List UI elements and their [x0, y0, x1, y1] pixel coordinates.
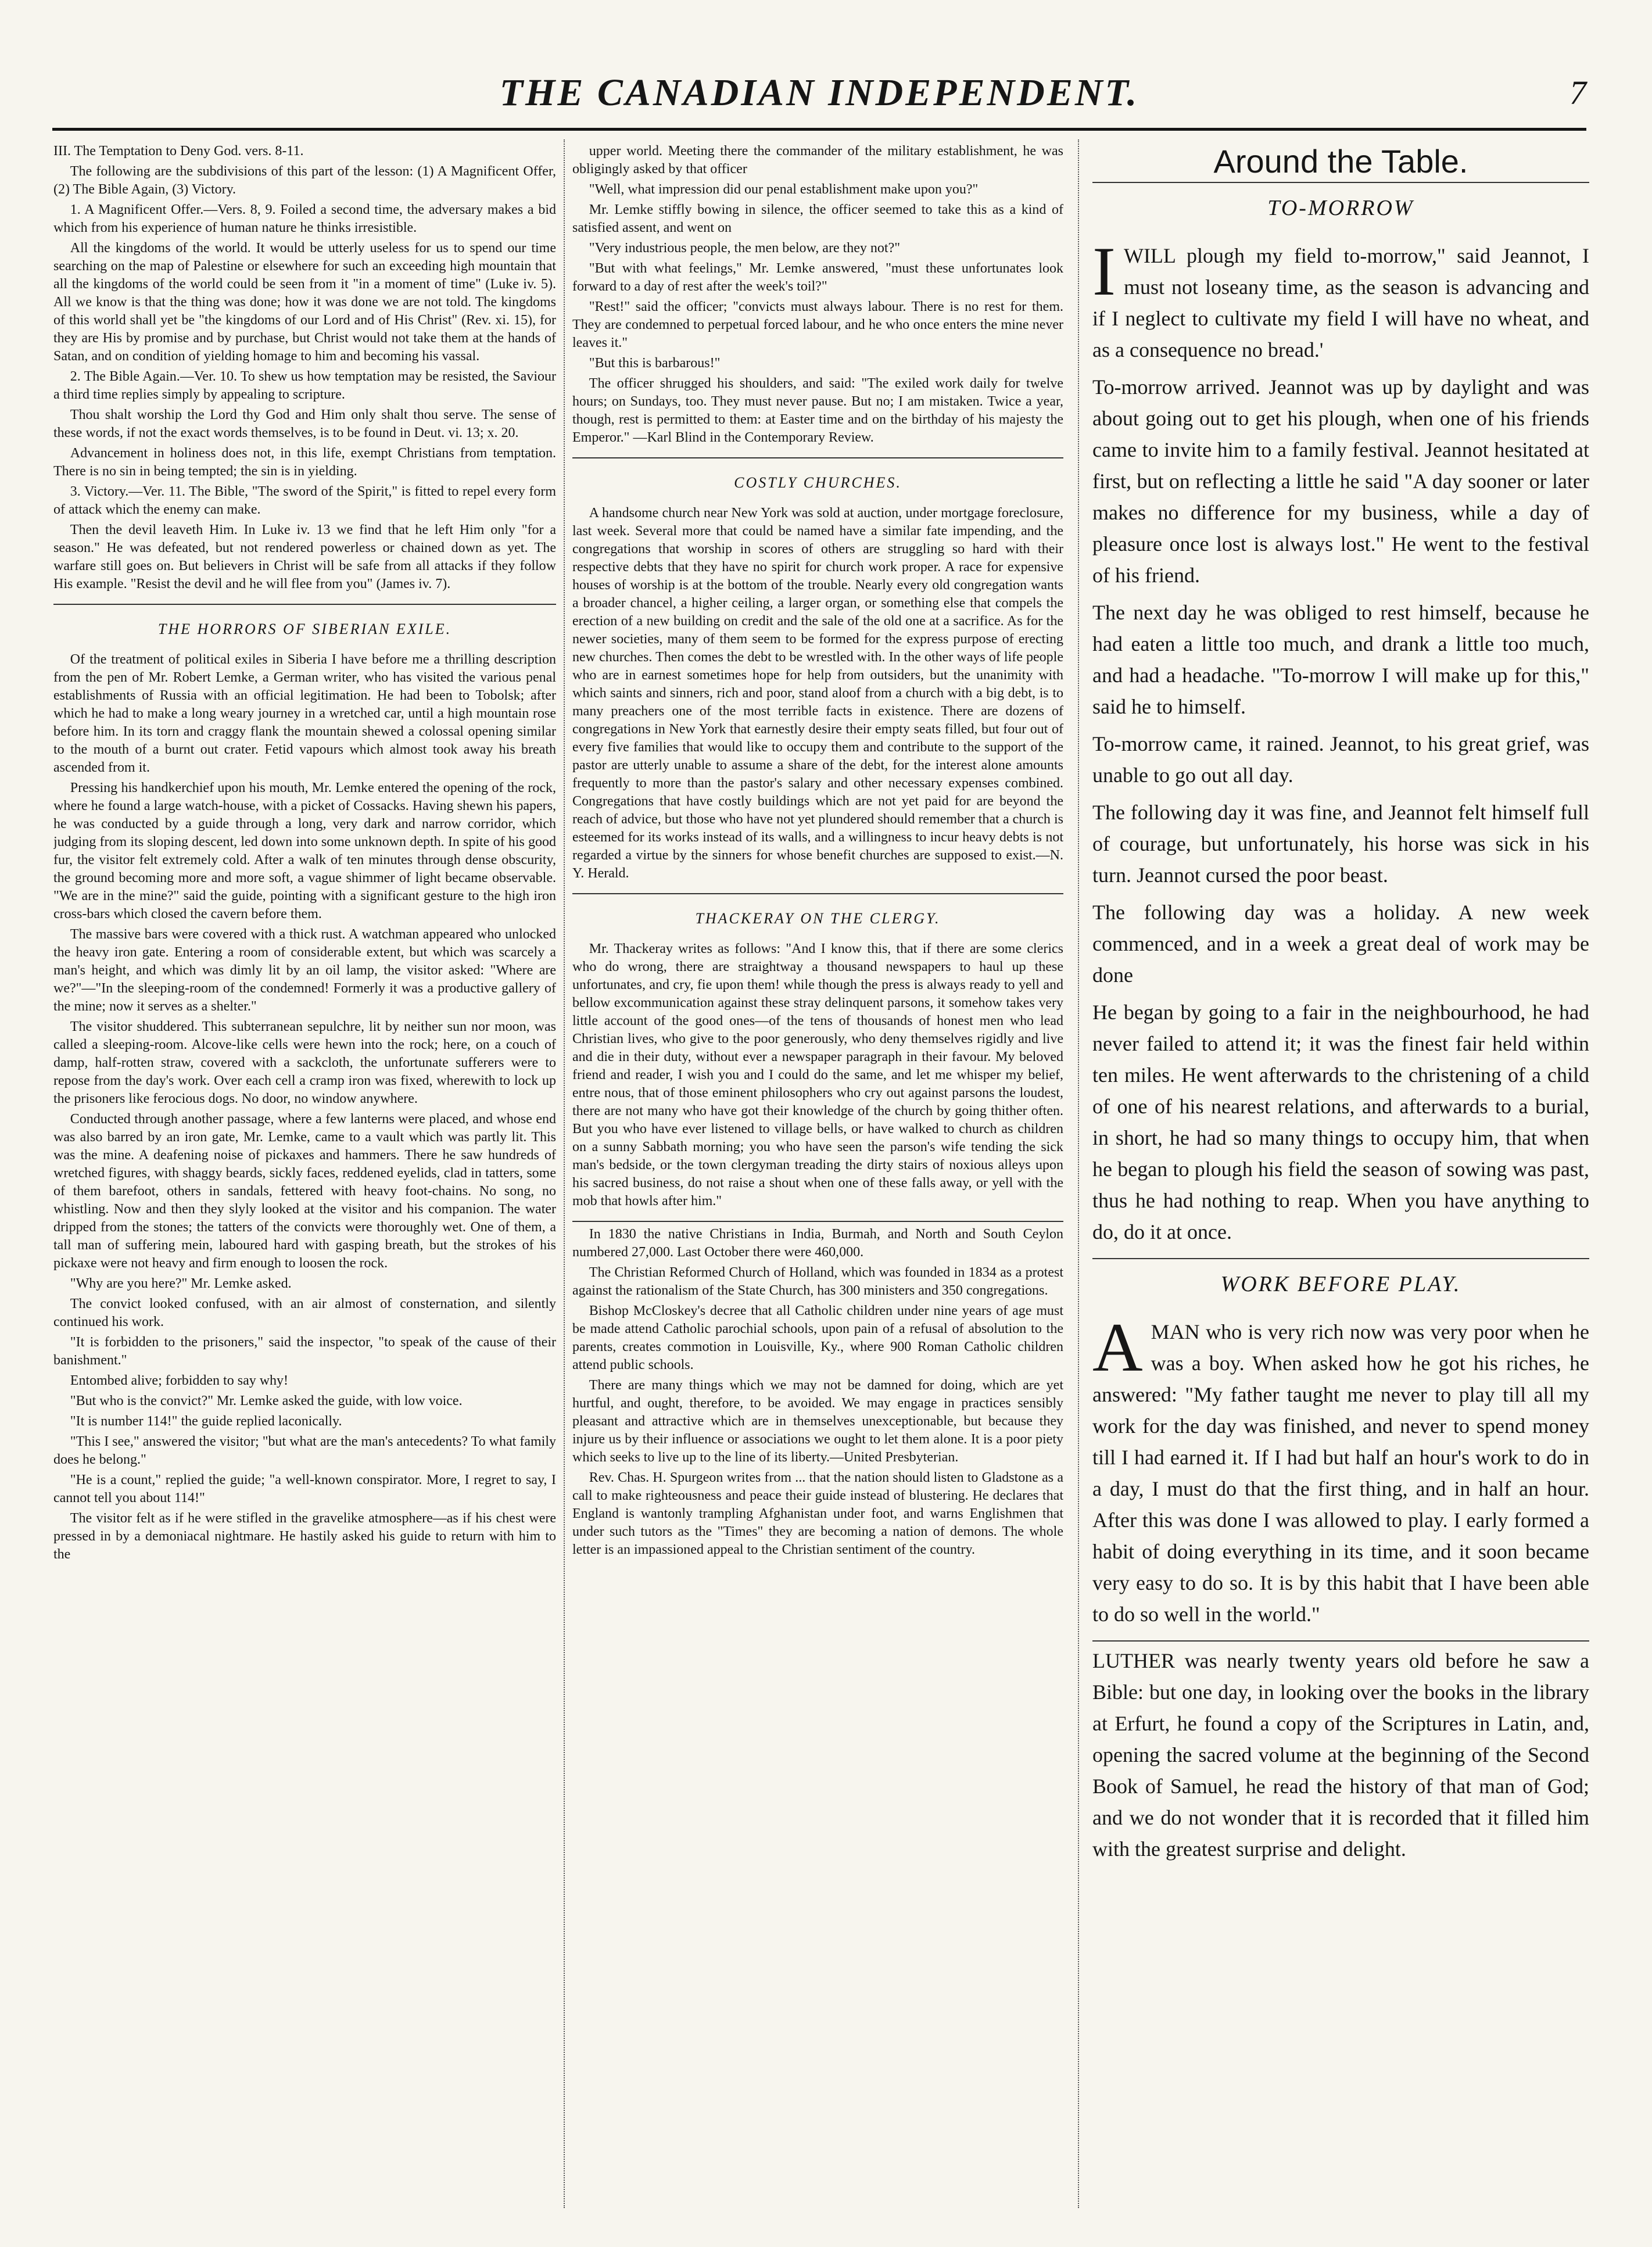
- siberia-paragraph: "But who is the convict?" Mr. Lemke asked the guide, with low voice.: [70, 1393, 463, 1409]
- section-title-rule: [1092, 182, 1589, 183]
- separator: [572, 1221, 1063, 1222]
- tomorrow-first-text: WILL plough my field to-morrow," said Jeannot, I must not loseany time, as the season is advancing and if I neglect to cultivate my field I will have no wheat, and as a consequence no bread.': [1092, 244, 1589, 361]
- siberia-paragraph: The convict looked confused, with an air almost of consternation, and silently continued his work.: [53, 1296, 556, 1329]
- news-item: Rev. Chas. H. Spurgeon writes from ... that the nation should listen to Gladstone as a call to make righteousness and peace their guide instead of blustering. He declares that England is wantonly trampling Afghanistan under foot, and warns Englishmen that under such tutors as the "Times" they are becoming a nation of demons. The whole letter is an impassioned appeal to the Christian sentiment of the country.: [572, 1470, 1063, 1557]
- newspaper-title: THE CANADIAN INDEPENDENT.: [499, 71, 1139, 114]
- work-text: MAN who is very rich now was very poor when he was a boy. When asked how he got his riches, he answered: "My father taught me never to play till all my work for the day was finished, and never to spend money till I had earned it. If I had but half an hour's work to do in a day, I must do that the first thing, and in half an hour. After this was done I was allowed to play. I early formed a habit of doing everything in its time, and it soon became very easy to do so. It is by this habit that I have been able to do so well in the world.": [1092, 1320, 1589, 1626]
- column-rule-1: [564, 139, 565, 2208]
- news-item: The Christian Reformed Church of Holland, which was founded in 1834 as a protest against the rationalism of the State Church, has 300 ministers and 350 congregations.: [572, 1265, 1063, 1298]
- news-items: [572, 1225, 1063, 1559]
- section-title-text: Around the Table.: [1213, 143, 1468, 180]
- siberia-paragraph: "But this is barbarous!": [589, 356, 721, 371]
- siberia-heading: THE HORRORS OF SIBERIAN EXILE.: [157, 621, 452, 637]
- tomorrow-story: [1092, 371, 1589, 1248]
- siberia-paragraph: "Rest!" said the officer; "convicts must always labour. There is no rest for them. They are condemned to perpetual forced labour, and he who once enters the mine never leaves it.": [572, 299, 1063, 350]
- column-3: [1092, 142, 1589, 2211]
- siberia-paragraph: The massive bars were covered with a thick rust. A watchman appeared who unlocked the heavy iron gate. Entering a room of considerable extent, but which was scarcely a man's height, and which was dimly lit by an oil lamp, the visitor asked: "Where are we?"—"In the sleeping-room of the condemned! Formerly it was a productive gallery of the mine; now it serves as a shelter.": [53, 927, 556, 1014]
- tomorrow-paragraph: To-morrow came, it rained. Jeannot, to his great grief, was unable to go out all day.: [1092, 732, 1589, 787]
- siberia-paragraph: The visitor felt as if he were stifled in the gravelike atmosphere—as if his chest were pressed in by a demoniacal nightmare. He hastily asked his guide to return with him to the: [53, 1511, 556, 1562]
- siberia-paragraph: Pressing his handkerchief upon his mouth, Mr. Lemke entered the opening of the rock, where he found a large watch-house, with a picket of Cossacks. Having shewn his papers, he was conducted by a guide through a long, very dark and narrow corridor, which judging from its sloping descent, led down into some unknown depth. In spite of his good fur, the visitor felt extremely cold. After a walk of ten minutes through dense obscurity, the ground becoming more and more soft, a vague shimmer of light became observable. "We are in the mine?" said the guide, pointing with a significant gesture to the high iron cross-bars which closed the cavern before them.: [53, 780, 556, 922]
- page-header: [52, 64, 1586, 131]
- lesson-paragraph: Thou shalt worship the Lord thy God and Him only shalt thou serve. The sense of these words, if not the exact words themselves, is to be found in Deut. vi. 13; x. 20.: [53, 407, 556, 440]
- lesson-paragraph: Then the devil leaveth Him. In Luke iv. 13 we find that he left Him only "for a season." He was defeated, but not rendered powerless or chained down as yet. The warfare still goes on. But believers in Christ will be safe from all attacks if they follow His example. "Resist the devil and he will flee from you" (James iv. 7).: [53, 522, 556, 592]
- siberia-paragraph: Conducted through another passage, where a few lanterns were placed, and whose end was also barred by an iron gate, Mr. Lemke, came to a vault which was partly lit. This was the mine. A deafening noise of pickaxes and hammers. There he saw hundreds of wretched figures, with shaggy beards, sickly faces, reddened eyelids, clad in tatters, some of them barefoot, others in sandals, fettered with heavy foot-chains. No song, no whistling. Now and then they slyly looked at the visitor and his companion. The water dripped from the stones; the tatters of the convicts were thoroughly wet. One of them, a tall man of suffering mein, laboured hard with gasping breath, but the strokes of his pickaxe were not heavy and firm enough to loosen the rock.: [53, 1112, 556, 1271]
- column-rule-2: [1078, 139, 1079, 2208]
- separator: [572, 457, 1063, 458]
- thackeray-paragraph: Mr. Thackeray writes as follows: "And I know this, that if there are some clerics who do wrong, there are straightway a thousand newspapers to haul up these unfortunates, and cry, fie upon them! while though the press is always ready to yell and bellow excommunication against these stray delinquent parsons, it somehow takes very little account of the good ones—of the tens of thousands of honest men who lead Christian lives, who give to the poor generously, who deny themselves rigidly and live and die in their duty, without ever a newspaper paragraph in their favour. My beloved friend and reader, I wish you and I could do the same, and let me whisper my belief, entre nous, that of those eminent philosophers who cry out against parsons the loudest, there are not many who have got their knowledge of the church by going thither often. But you who have ever listened to village bells, or have walked to church as children on a sunny Sabbath morning; you who have seen the parson's wife tending the sick man's bedside, or the town clergyman treading the dirty stairs of noxious alleys upon his sacred business, do not raise a shout when one of these falls away, or yell with the mob that howls after him.": [572, 941, 1063, 1209]
- column-1: [53, 142, 556, 2211]
- work-paragraph: [1092, 1309, 1589, 1630]
- lesson-heading: III. The Temptation to Deny God. vers. 8-11.: [53, 144, 304, 159]
- tomorrow-paragraph: The following day was a holiday. A new week commenced, and in a week a great deal of work may be done: [1092, 901, 1589, 987]
- siberia-paragraph: "Very industrious people, the men below, are they not?": [589, 241, 901, 256]
- separator: [53, 604, 556, 605]
- siberia-paragraph: The visitor shuddered. This subterranean sepulchre, lit by neither sun nor moon, was called a sleeping-room. Alcove-like cells were hewn into the rock; here, on a couch of damp, half-rotten straw, covered with a sackcloth, the unfortunate sufferers were to repose from the day's work. Over each cell a cramp iron was fixed, wherewith to lock up the prisoners like ferocious dogs. No door, no window anywhere.: [53, 1019, 556, 1106]
- siberia-paragraph: "He is a count," replied the guide; "a well-known conspirator. More, I regret to say, I cannot tell you about 114!": [53, 1472, 556, 1506]
- separator: [1092, 1640, 1589, 1642]
- siberia-paragraph: Of the treatment of political exiles in Siberia I have before me a thrilling description from the pen of Mr. Robert Lemke, a German writer, who has visited the various penal establishments of Russia with an official legitimation. He had been to Tobolsk; after which he had to make a long weary journey in a wretched car, until a high mountain rose before him. In its torn and craggy flank the mountain shewed a colossal opening similar to the mouth of a burnt out crater. Fetid vapours which almost took away his breath ascended from it.: [53, 652, 556, 775]
- churches-heading: COSTLY CHURCHES.: [734, 474, 902, 491]
- tomorrow-paragraph: The following day it was fine, and Jeannot felt himself full of courage, but unfortunately, his horse was sick in his turn. Jeannot cursed the poor beast.: [1092, 801, 1589, 887]
- luther-paragraph: LUTHER was nearly twenty years old before he saw a Bible: but one day, in looking over the books in the library at Erfurt, he found a copy of the Scriptures in Latin, and, opening the sacred volume at the beginning of the Second Book of Samuel, he read the history of that man of God; and we do not wonder that it is recorded that it filled him with the greatest surprise and delight.: [1092, 1649, 1589, 1861]
- tomorrow-paragraph: To-morrow arrived. Jeannot was up by daylight and was about going out to get his plough, when one of his friends came to invite him to a family festival. Jeannot hesitated at first, but on reflecting a little he said "A day sooner or later makes no difference for my business, while a day of pleasure once lost is always lost." He went to the festival of his friend.: [1092, 375, 1589, 587]
- siberia-paragraph: "But with what feelings," Mr. Lemke answered, "must these unfortunates look forward to a day of rest after the week's toil?": [572, 261, 1063, 294]
- siberia-paragraph: Entombed alive; forbidden to say why!: [70, 1373, 289, 1388]
- tomorrow-paragraph: The next day he was obliged to rest himself, because he had eaten a little too much, and drank a little too much, and had a headache. "To-morrow I will make up for this," said he to himself.: [1092, 601, 1589, 718]
- lesson-paragraph: 3. Victory.—Ver. 11. The Bible, "The sword of the Spirit," is fitted to repel every form of attack which the enemy can make.: [53, 484, 556, 517]
- siberia-paragraph: "Well, what impression did our penal establishment make upon you?": [589, 182, 979, 197]
- siberia-paragraph: Mr. Lemke stiffly bowing in silence, the officer seemed to take this as a kind of satisfied assent, and went on: [572, 202, 1063, 235]
- lesson-body: [53, 163, 556, 593]
- news-item: Bishop McCloskey's decree that all Catholic children under nine years of age must be made attend Catholic parochial schools, upon pain of a refusal of absolution to the parents, creates commotion in Louisville, Ky., where 900 Roman Catholic children attend public schools.: [572, 1303, 1063, 1372]
- work-heading: WORK BEFORE PLAY.: [1220, 1272, 1461, 1296]
- news-item: In 1830 the native Christians in India, Burmah, and North and South Ceylon numbered 27,000. Last October there were 460,000.: [572, 1227, 1063, 1260]
- drop-cap: A: [1092, 1309, 1143, 1386]
- lesson-paragraph: 1. A Magnificent Offer.—Vers. 8, 9. Foiled a second time, the adversary makes a bid which from his experience of human nature he thinks irresistible.: [53, 202, 556, 235]
- column-2: [572, 142, 1063, 2211]
- tomorrow-paragraph: He began by going to a fair in the neighbourhood, he had never failed to attend it; it was the finest fair held within ten miles. He went afterwards to the christening of a child of one of his nearest relations, and afterwards to a burial, in short, he had so many things to occupy him, that when he began to plough his field the season of sowing was past, thus he had nothing to reap. When you have anything to do, do it at once.: [1092, 1001, 1589, 1243]
- siberia-paragraph: "It is forbidden to the prisoners," said the inspector, "to speak of the cause of their banishment.": [53, 1335, 556, 1368]
- tomorrow-heading: TO-MORROW: [1267, 196, 1414, 220]
- separator: [1092, 1258, 1589, 1259]
- churches-article: [572, 504, 1063, 883]
- lesson-paragraph: The following are the subdivisions of this part of the lesson: (1) A Magnificent Offer, (2) The Bible Again, (3) Victory.: [53, 164, 556, 197]
- siberia-paragraph: upper world. Meeting there the commander of the military establishment, he was obligingly asked by that officer: [572, 144, 1063, 177]
- separator: [572, 893, 1063, 894]
- section-title: [1092, 143, 1589, 183]
- siberia-article: [53, 651, 556, 1564]
- page-number: 7: [1569, 74, 1586, 112]
- lesson-paragraph: Advancement in holiness does not, in this life, exempt Christians from temptation. There is no sin in being tempted; the sin is in yielding.: [53, 446, 556, 479]
- drop-cap: I: [1092, 232, 1116, 310]
- tomorrow-first-paragraph: [1092, 232, 1589, 365]
- lesson-paragraph: All the kingdoms of the world. It would be utterly useless for us to spend our time searching on the map of Palestine or elsewhere for such an exceeding high mountain that all the kingdoms of the world could be seen from it "in a moment of time" (Luke iv. 5). All we know is that the thing was done; how it was done we are not told. The kingdoms of this world shall yet be "the kingdoms of our Lord and of His Christ" (Rev. xi. 15), for they are His by promise and by purchase, but Christ would not take them at the hands of Satan, and on condition of yielding homage to him and becoming his vassal.: [53, 241, 556, 364]
- siberia-paragraph: "Why are you here?" Mr. Lemke asked.: [70, 1276, 292, 1291]
- siberia-paragraph: "This I see," answered the visitor; "but what are the man's antecedents? To what family does he belong.": [53, 1434, 556, 1467]
- lesson-paragraph: 2. The Bible Again.—Ver. 10. To shew us how temptation may be resisted, the Saviour a third time replies simply by appealing to scripture.: [53, 369, 556, 402]
- siberia-paragraph: "It is number 114!" the guide replied laconically.: [70, 1414, 342, 1429]
- thackeray-article: [572, 940, 1063, 1210]
- siberia-article-continued: [572, 142, 1063, 447]
- churches-paragraph: A handsome church near New York was sold at auction, under mortgage foreclosure, last week. Several more that could be named have a similar fate impending, and the congregations that worship in scores of others are struggling so hard with their respective debts that they have no spirit for church work proper. A race for expensive houses of worship is at the bottom of the trouble. Nearly every old congregation wants a broader chancel, a higher ceiling, a larger organ, or something else that compels the erection of a new building on credit and the sale of the old one at a sacrifice. As for the newer societies, many of them seem to be formed for the express purpose of erecting new churches. Then comes the debt to be wrestled with. In the other ways of life people who are in earnest sometimes hope for help from outsiders, but the unanimity with which saints and sinners, rich and poor, stand aloof from a church with a big debt, is to many preachers one of the most terrible facts in existence. There are dozens of congregations in New York that earnestly desire their empty seats filled, but four out of every five families that would like to occupy them and contribute to the support of the pastor are utterly unable to assume a share of the debt, for the interest alone amounts frequently to more than the pastor's salary and other necessary expenses combined. Congregations that have costly buildings which are not yet paid for are beyond the reach of advice, but those who have not yet plundered should remember that a church is esteemed for its works instead of its walls, and a willingness to incur heavy debts is not regarded a virtue by the sinners for whose benefit churches are supposed to exist.—N. Y. Herald.: [572, 506, 1063, 881]
- news-item: There are many things which we may not be damned for doing, which are yet hurtful, and ought, therefore, to be avoided. We may engage in practices sensibly pleasant and attractive which are in themselves unexceptionable, but because they injure us by their influence or associations we ought to let them alone. It is a poor piety which seeks to live up to the line of its liberty.—United Presbyterian.: [572, 1378, 1063, 1465]
- siberia-paragraph: The officer shrugged his shoulders, and said: "The exiled work daily for twelve hours; on Sundays, too. They must never pause. But no; I am mistaken. Twice a year, though, rest is permitted to them: at Easter time and on the birthday of his majesty the Emperor." —Karl Blind in the Contemporary Review.: [572, 376, 1063, 445]
- thackeray-heading: THACKERAY ON THE CLERGY.: [695, 910, 941, 927]
